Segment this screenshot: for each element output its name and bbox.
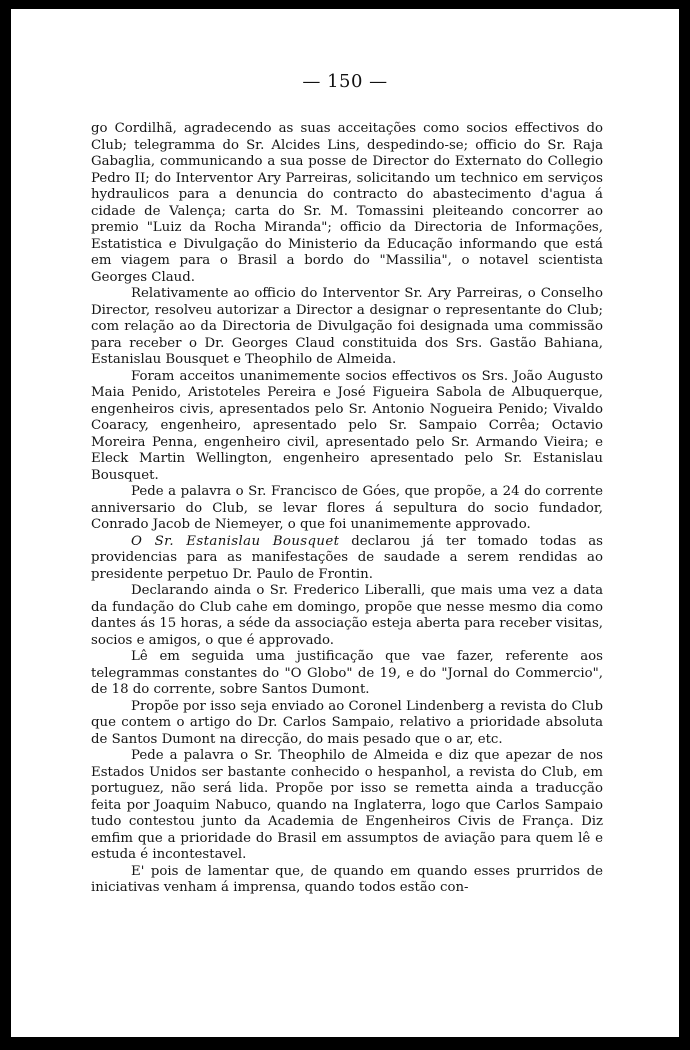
- paragraph-3: Foram acceitos unanimemente socios effectivos os Srs. João Augusto Maia Penido, Aristoteles Pereira e José Figueira Sabola de Albuquerque, engenheiros civis, apresentados pelo Sr. Antonio Nogueira Penido; Vivaldo Coaracy, engenheiro, apresentado pelo Sr. Sampaio Corrêa; Octavio Moreira Penna, engenheiro civil, apresentado pelo Sr. Armando Vieira; e Eleck Martin Wellington, engenheiro apresentado pelo Sr. Estanislau Bousquet.: [91, 368, 603, 483]
- body-text: [91, 121, 603, 897]
- paragraph-2: Relativamente ao officio do Interventor Sr. Ary Parreiras, o Conselho Director, resolveu autorizar a Director a designar o representante do Club; com relação ao da Directoria de Divulgação foi designada uma commissão para receber o Dr. Georges Claud constituida dos Srs. Gastão Bahiana, Estanislau Bousquet e Theophilo de Almeida.: [91, 286, 603, 367]
- document-page: [11, 9, 679, 1037]
- paragraph-10: E' pois de lamentar que, de quando em quando esses prurridos de iniciativas venham á imprensa, quando todos estão con-: [91, 863, 603, 895]
- paragraph-8: Propõe por isso seja enviado ao Coronel Lindenberg a revista do Club que contem o artigo do Dr. Carlos Sampaio, relativo a prioridade absoluta de Santos Dumont na direcção, do mais pesado que o ar, etc.: [91, 698, 603, 747]
- paragraph-9: Pede a palavra o Sr. Theophilo de Almeida e diz que apezar de nos Estados Unidos ser bastante conhecido o hespanhol, a revista do Club, em portuguez, não será lida. Propõe por isso se remetta ainda a traducção feita por Joaquim Nabuco, quando na Inglaterra, logo que Carlos Sampaio tudo contestou junto da Academia de Engenheiros Civis de França. Diz emfim que a prioridade do Brasil em assumptos de aviação para quem lê e estuda é incontestavel.: [91, 748, 603, 862]
- paragraph-1: go Cordilhã, agradecendo as suas acceitações como socios effectivos do Club; telegramma do Sr. Alcides Lins, despedindo-se; officio do Sr. Raja Gabaglia, communicando a sua posse de Director do Externato do Collegio Pedro II; do Interventor Ary Parreiras, solicitando um technico em serviços hydraulicos para a denuncia do contracto do abastecimento d'agua á cidade de Valença; carta do Sr. M. Tomassini pleiteando concorrer ao premio "Luiz da Rocha Miranda"; officio da Directoria de Informações, Estatistica e Divulgação do Ministerio da Educação informando que está em viagem para o Brasil a bordo do "Massilia", o notavel scientista Georges Claud.: [91, 121, 603, 285]
- paragraph-7: Lê em seguida uma justificação que vae fazer, referente aos telegrammas constantes do "O Globo" de 19, e do "Jornal do Commercio", de 18 do corrente, sobre Santos Dumont.: [91, 649, 603, 697]
- paragraph-5-text: declarou já ter tomado todas as providencias para as manifestações de saudade a serem rendidas ao presidente perpetuo Dr. Paulo de Frontin.: [91, 533, 603, 582]
- paragraph-6: Declarando ainda o Sr. Frederico Liberalli, que mais uma vez a data da fundação do Club cahe em domingo, propõe que nesse mesmo dia como dantes ás 15 horas, a séde da associação esteja aberta para receber visitas, socios e amigos, o que é approvado.: [91, 583, 603, 648]
- speaker-name: O Sr. Estanislau Bousquet: [131, 533, 340, 549]
- paragraph-4: Pede a palavra o Sr. Francisco de Góes, que propõe, a 24 do corrente anniversario do Club, se levar flores á sepultura do socio fundador, Conrado Jacob de Niemeyer, o que foi unanimemente approvado.: [91, 484, 603, 532]
- page-number: — 150 —: [302, 71, 388, 92]
- paragraph-5: [91, 534, 603, 584]
